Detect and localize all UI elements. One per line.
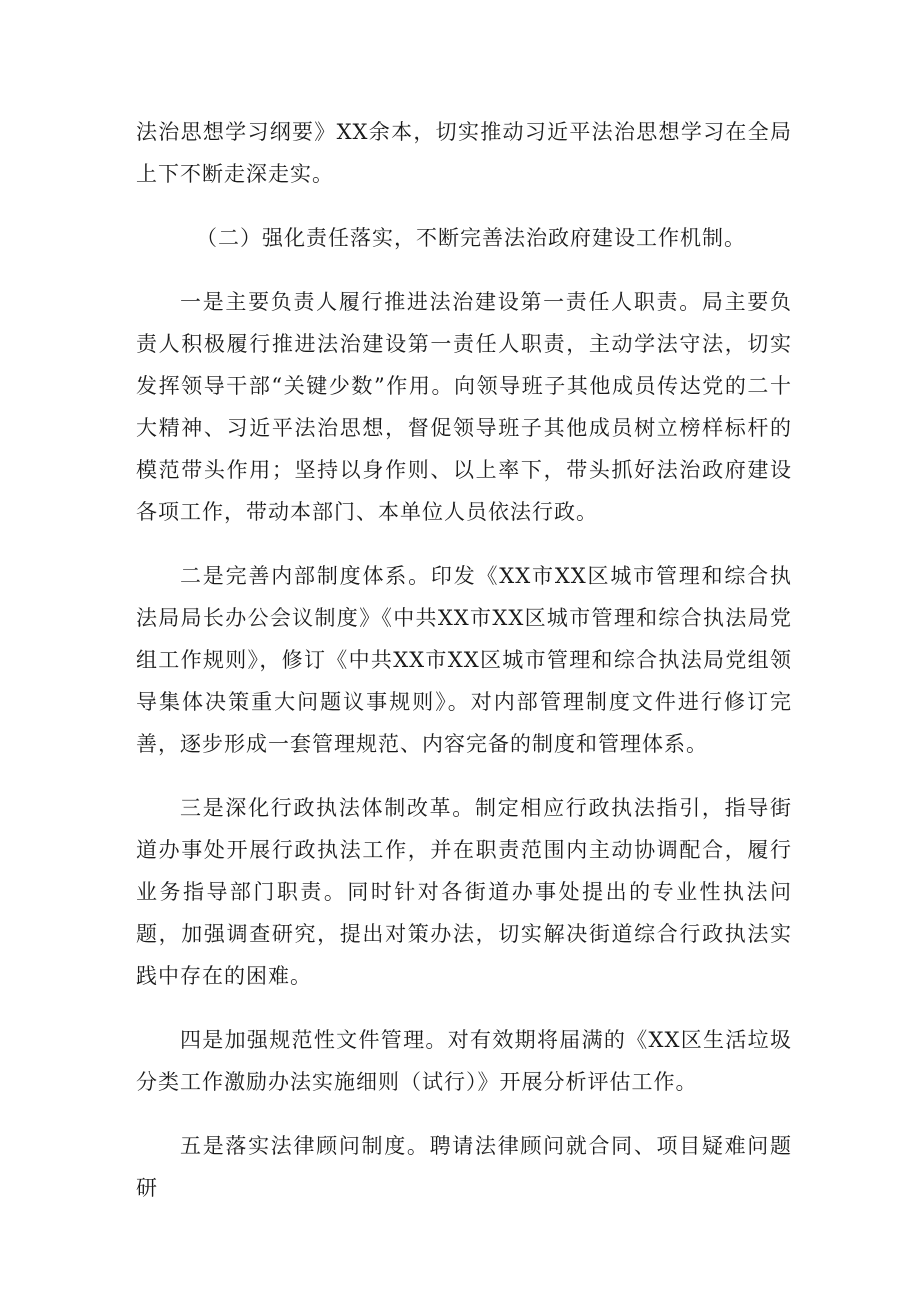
paragraph-internal-system: 二是完善内部制度体系。印发《XX市XX区城市管理和综合执法局局长办公会议制度》《中共XX市XX区城市管理和综合执法局党组工作规则》，修订《中共XX市XX区城市管理和综合执法局党组领导集体决策重大问题议事规则》。对内部管理制度文件进行修订完善，逐步形成一套管理规范、内容完备的制度和管理体系。 bbox=[136, 564, 792, 756]
document-body bbox=[136, 111, 792, 1231]
paragraph-enforcement-reform: 三是深化行政执法体制改革。制定相应行政执法指引，指导街道办事处开展行政执法工作，并在职责范围内主动协调配合，履行业务指导部门职责。同时针对各街道办事处提出的专业性执法问题，加强调查研究，提出对策办法，切实解决街道综合行政执法实践中存在的困难。 bbox=[136, 796, 792, 988]
paragraph-normative-documents: 四是加强规范性文件管理。对有效期将届满的《XX区生活垃圾分类工作激励办法实施细则（试行）》开展分析评估工作。 bbox=[136, 1028, 792, 1094]
paragraph-continuation: 法治思想学习纲要》XX余本，切实推动习近平法治思想学习在全局上下不断走深走实。 bbox=[136, 120, 792, 186]
paragraph-first-responsibility: 一是主要负责人履行推进法治建设第一责任人职责。局主要负责人积极履行推进法治建设第一责任人职责，主动学法守法，切实发挥领导干部“关键少数”作用。向领导班子其他成员传达党的二十大精神、习近平法治思想，督促领导班子其他成员树立榜样标杆的模范带头作用；坚持以身作则、以上率下，带头抓好法治政府建设各项工作，带动本部门、本单位人员依法行政。 bbox=[136, 290, 792, 524]
paragraph-legal-counsel: 五是落实法律顾问制度。聘请法律顾问就合同、项目疑难问题研 bbox=[136, 1134, 792, 1200]
section-heading: （二）强化责任落实，不断完善法治政府建设工作机制。 bbox=[196, 226, 746, 250]
